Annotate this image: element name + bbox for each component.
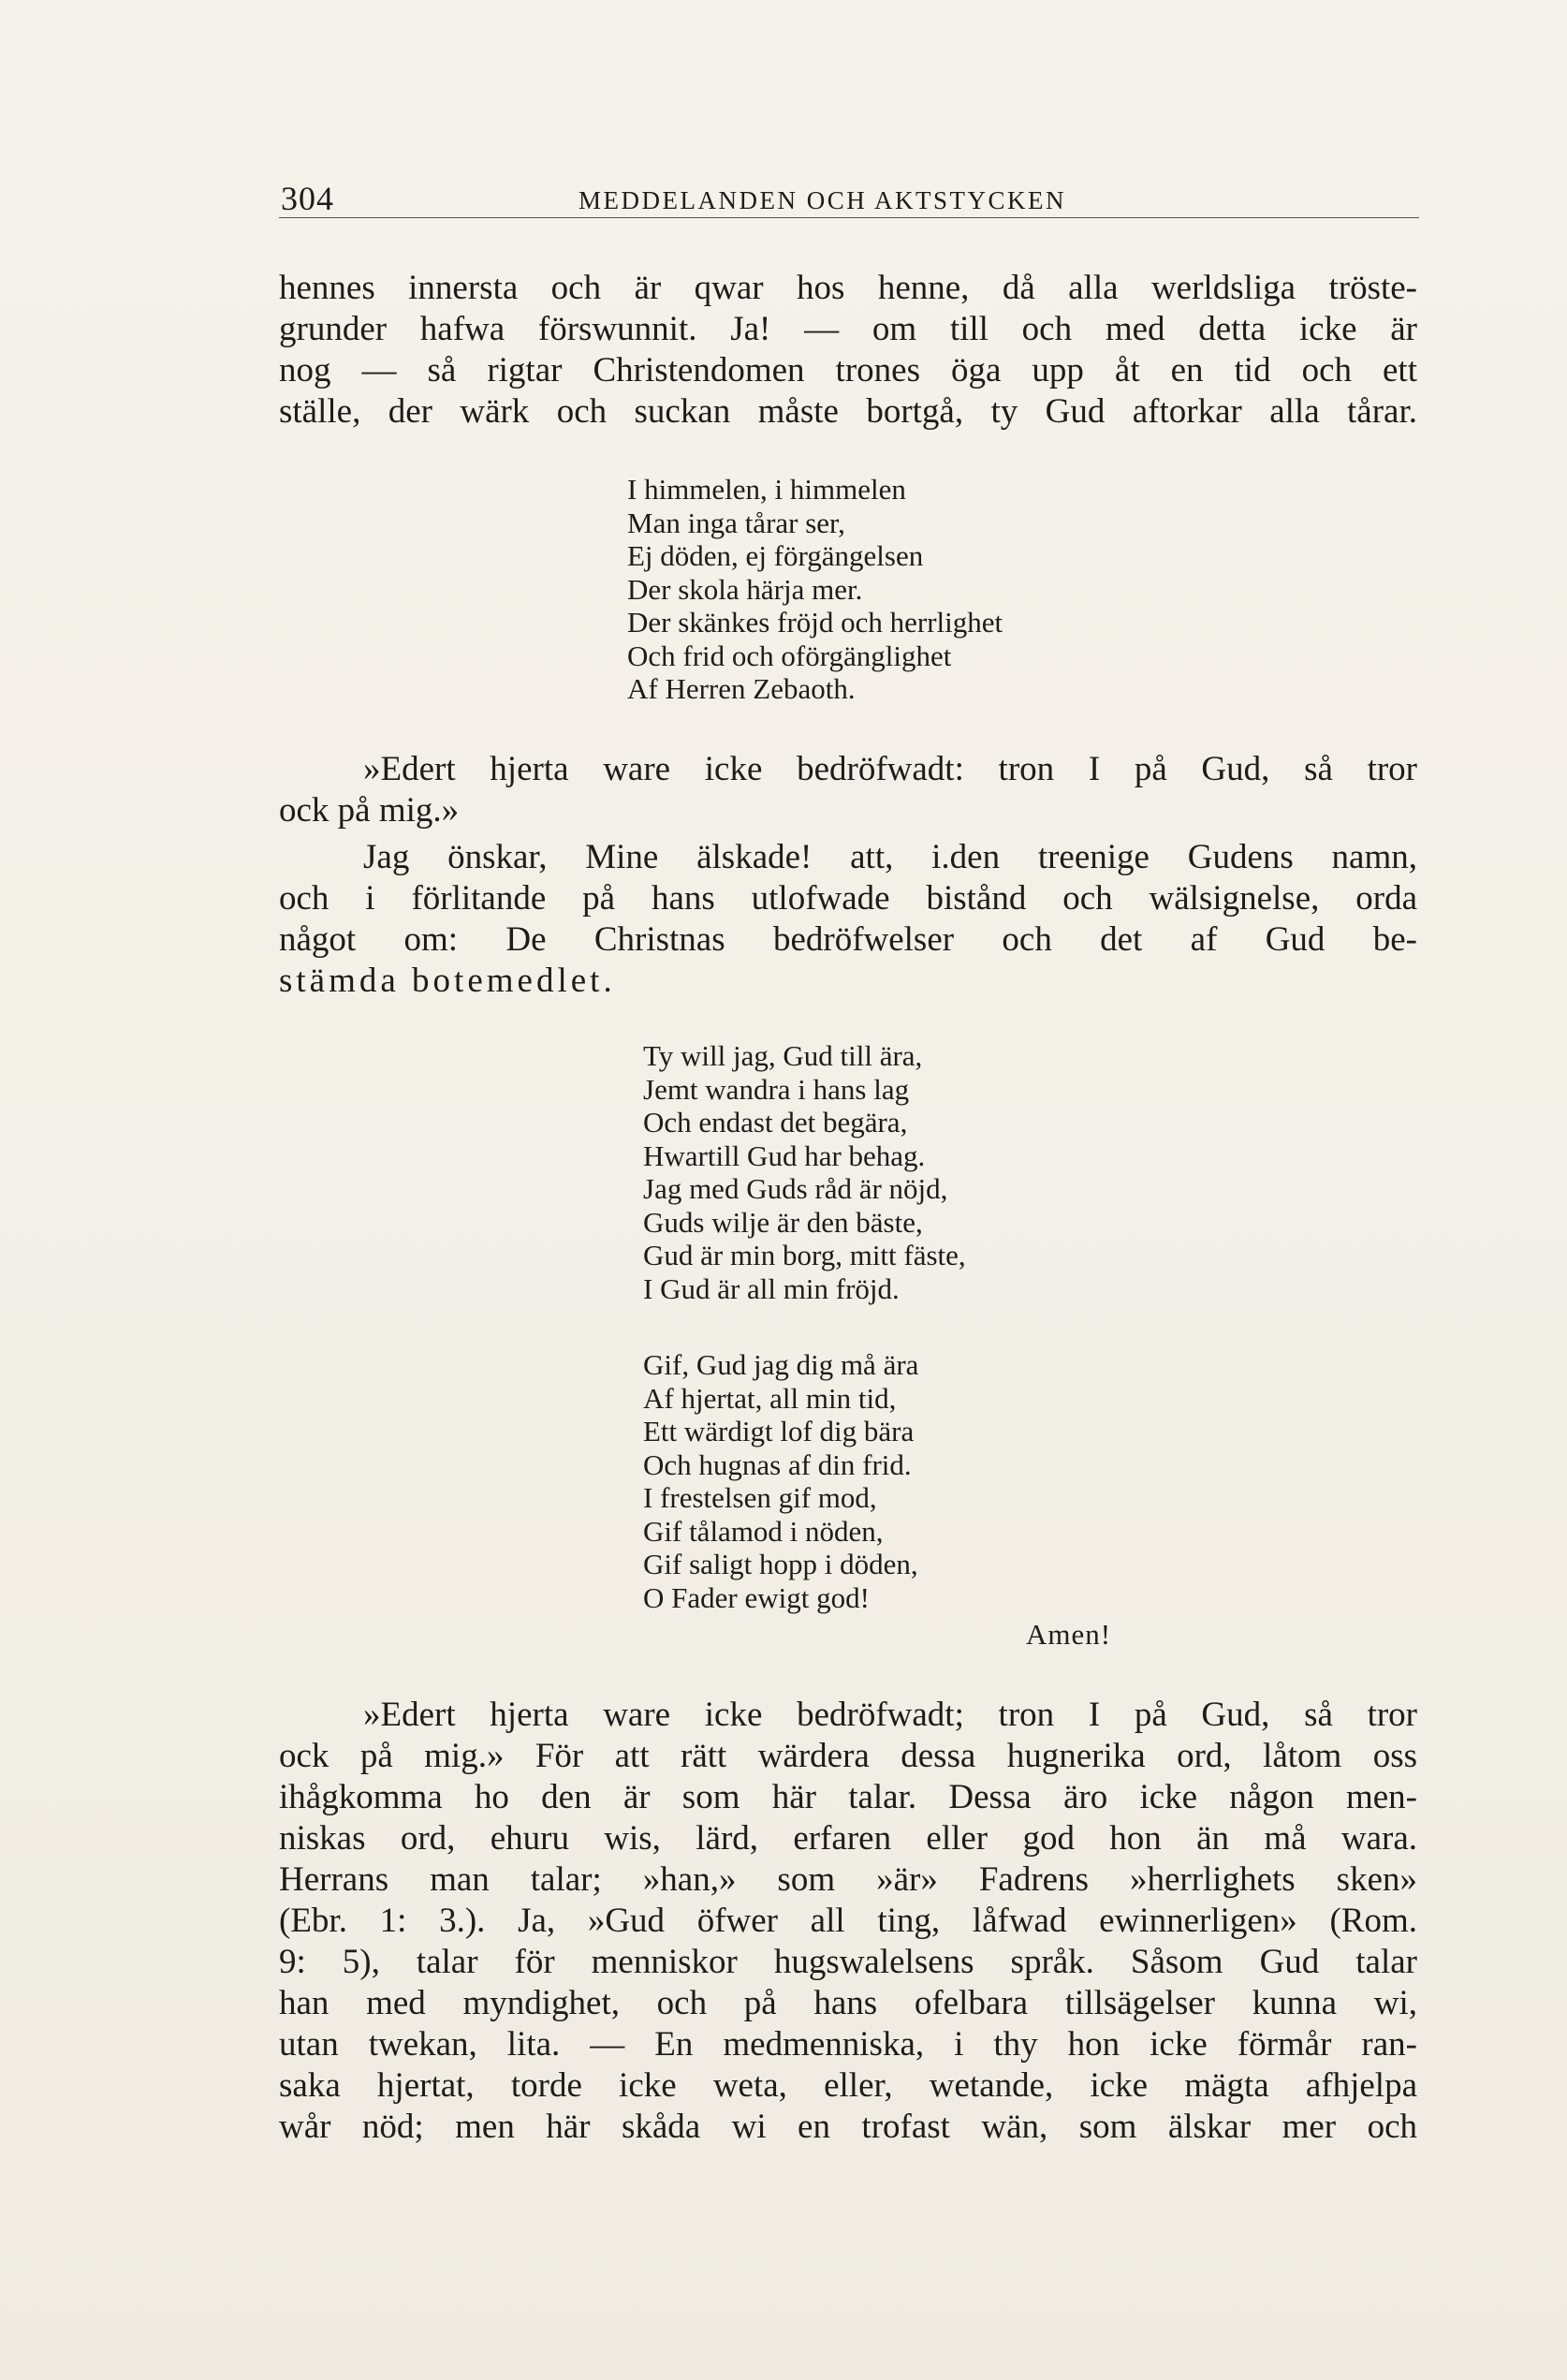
text-line: Herrans man talar; »han,» som »är» Fadrens »herrlighets sken» xyxy=(279,1860,1417,1899)
verse-line: Der skola härja mer. xyxy=(627,572,863,606)
text-line: saka hjertat, torde icke weta, eller, wetande, icke mägta afhjelpa xyxy=(279,2066,1417,2105)
verse-line: Guds wilje är den bäste, xyxy=(643,1205,923,1239)
verse-1 xyxy=(627,473,1003,706)
text-line: nog — så rigtar Christendomen trones öga upp åt en tid och ett xyxy=(279,351,1417,389)
text-line: utan twekan, lita. — En medmenniska, i thy hon icke förmår ran- xyxy=(279,2025,1417,2064)
text-line: grunder hafwa förswunnit. Ja! — om till och med detta icke är xyxy=(279,310,1417,348)
verse-line: Af hjertat, all min tid, xyxy=(643,1381,897,1415)
verse-line: Af Herren Zebaoth. xyxy=(627,672,856,705)
text-line: niskas ord, ehuru wis, lärd, erfaren eller god hon än må wara. xyxy=(279,1819,1417,1858)
text-line: wår nöd; men här skåda wi en trofast wän, som älskar mer och xyxy=(279,2108,1417,2146)
page-number: 304 xyxy=(281,180,334,217)
verse-line: Gif saligt hopp i döden, xyxy=(643,1548,918,1580)
verse-3 xyxy=(643,1348,918,1614)
text-line: han med myndighet, och på hans ofelbara tillsägelser kunna wi, xyxy=(279,1984,1417,2022)
verse-line: Ej döden, ej förgängelsen xyxy=(627,539,924,572)
verse-line: Ty will jag, Gud till ära, xyxy=(643,1039,923,1072)
text-line: stämda botemedlet. xyxy=(279,962,616,1000)
verse-2 xyxy=(643,1039,966,1305)
text-line: »Edert hjerta ware icke bedröfwadt: tron I på Gud, så tror xyxy=(363,750,1417,788)
verse-line: I Gud är all min fröjd. xyxy=(643,1271,900,1305)
text-line: ock på mig.» För att rätt wärdera dessa hugnerika ord, låtom oss xyxy=(279,1737,1417,1775)
running-head: MEDDELANDEN OCH AKTSTYCKEN xyxy=(578,186,1066,214)
paragraph-1 xyxy=(279,268,1417,433)
text-line: Jag önskar, Mine älskade! att, i.den treenige Gudens namn, xyxy=(363,838,1417,876)
text-line: ock på mig.» xyxy=(279,791,460,830)
verse-line: Gud är min borg, mitt fäste, xyxy=(643,1239,966,1271)
verse-line: Hwartill Gud har behag. xyxy=(643,1139,926,1172)
paragraph-2 xyxy=(279,749,1417,831)
verse-line: O Fader ewigt god! xyxy=(643,1580,870,1614)
verse-line: Gif tålamod i nöden, xyxy=(643,1514,884,1548)
verse-line: I himmelen, i himmelen xyxy=(627,473,906,506)
paragraph-3 xyxy=(279,837,1417,1002)
verse-line: Och endast det begära, xyxy=(643,1106,908,1139)
verse-line: Och hugnas af din frid. xyxy=(643,1447,912,1481)
verse-line: Man inga tårar ser, xyxy=(627,506,845,539)
text-line: och i förlitande på hans utlofwade bistånd och wälsignelse, orda xyxy=(279,879,1417,918)
verse-line: Der skänkes fröjd och herrlighet xyxy=(627,606,1003,639)
verse-line: Ett wärdigt lof dig bära xyxy=(643,1415,915,1447)
text-line: ihågkomma ho den är som här talar. Dessa äro icke någon men- xyxy=(279,1778,1417,1816)
amen-closing: Amen! xyxy=(1026,1618,1112,1651)
verse-line: Jemt wandra i hans lag xyxy=(643,1072,910,1106)
verse-line: Jag med Guds råd är nöjd, xyxy=(643,1172,948,1205)
text-line: »Edert hjerta ware icke bedröfwadt; tron I på Gud, så tror xyxy=(363,1696,1417,1734)
verse-line: I frestelsen gif mod, xyxy=(643,1481,877,1514)
page-header xyxy=(279,180,1419,218)
text-line: något om: De Christnas bedröfwelser och det af Gud be- xyxy=(279,920,1417,959)
paragraph-4 xyxy=(279,1695,1417,2148)
verse-line: Gif, Gud jag dig må ära xyxy=(643,1348,919,1381)
text-line: (Ebr. 1: 3.). Ja, »Gud öfwer all ting, låfwad ewinnerligen» (Rom. xyxy=(279,1902,1417,1940)
verse-line: Och frid och oförgänglighet xyxy=(627,639,952,672)
text-line: hennes innersta och är qwar hos henne, då alla werldsliga tröste- xyxy=(279,269,1417,307)
text-line: 9: 5), talar för menniskor hugswalelsens språk. Såsom Gud talar xyxy=(279,1943,1417,1981)
text-line: ställe, der wärk och suckan måste bortgå, ty Gud aftorkar alla tårar. xyxy=(279,392,1417,431)
